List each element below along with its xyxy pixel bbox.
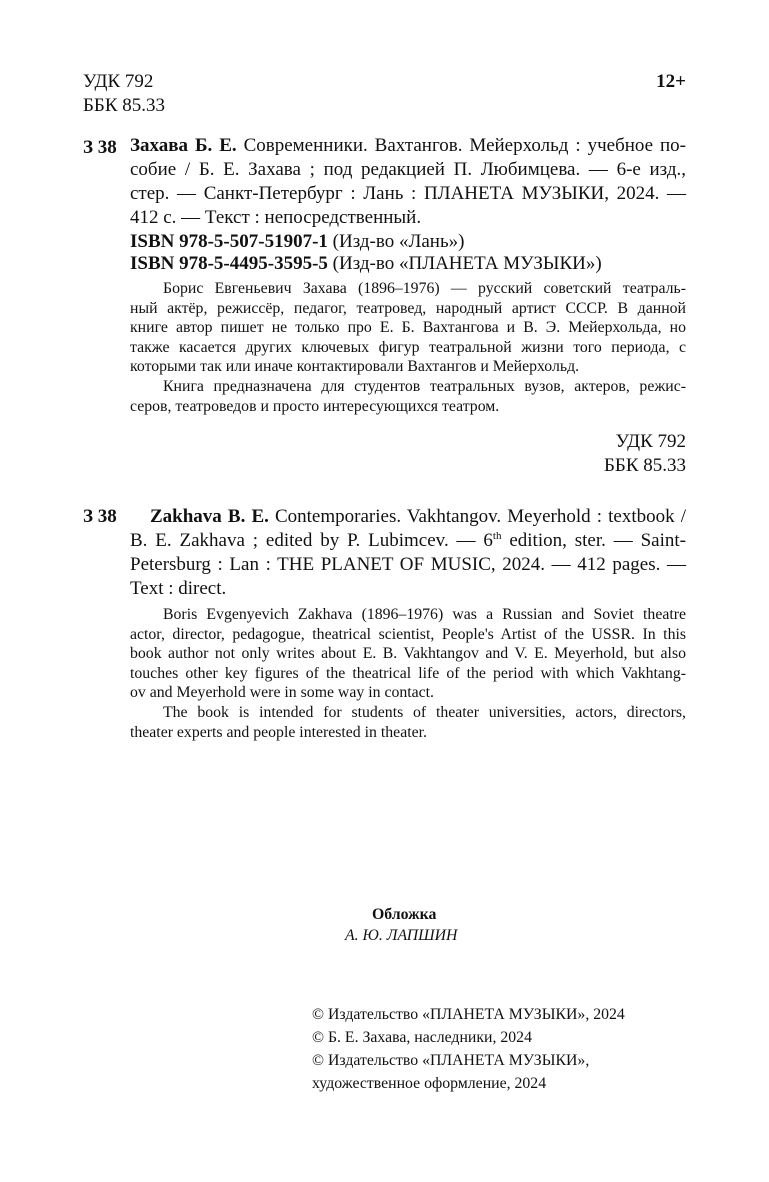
cover-label: Обложка <box>372 906 437 923</box>
bbk-code: ББК 85.33 <box>83 95 165 117</box>
ru-bibliographic-record <box>130 134 686 230</box>
ru-record-line: стер. — Санкт-Петербург : Лань : ПЛАНЕТА МУЗЫКИ, 2024. — <box>130 183 686 204</box>
cover-artist: А. Ю. ЛАПШИН <box>345 927 458 944</box>
isbn-lan: ISBN 978-5-507-51907-1 (Изд-во «Лань») <box>130 231 465 252</box>
en-author: Zakhava B. E. <box>150 506 269 527</box>
ru-record-line: Современники. Вахтангов. Мейерхольд : учебное по- <box>236 135 686 156</box>
isbn-block <box>130 231 602 275</box>
age-rating: 12+ <box>656 71 686 92</box>
ru-abstract: Борис Евгеньевич Захава (1896–1976) — русский советский театраль- ный актёр, режиссёр, педагог, театровед, народный артист СССР. В данной книге автор пишет не только про Е. Б. Вахтангова и В. Э. Мейерхольда, но также касается других ключевых фигур театральной жизни того периода, с которыми так или иначе контактировали Вахтангов и Мейерхольд. Книга предназначена для студентов театральных вузов, актеров, режис- серов, театроведов и просто интересующихся театром. <box>130 280 686 415</box>
ru-record-line: 412 с. — Текст : непосредственный. <box>130 207 422 228</box>
header-classification <box>83 70 165 119</box>
en-catalog-code: З 38 <box>83 506 117 527</box>
copyright-block: © Издательство «ПЛАНЕТА МУЗЫКИ», 2024 © Б. Е. Захава, наследники, 2024 © Издательство «ПЛАНЕТА МУЗЫКИ», художественное оформление, 2024 <box>312 1006 625 1092</box>
udk-code: УДК 792 <box>83 71 154 92</box>
ru-classification: УДК 792 ББК 85.33 <box>604 431 686 477</box>
isbn-planet: ISBN 978-5-4495-3595-5 (Изд-во «ПЛАНЕТА МУЗЫКИ») <box>130 253 602 274</box>
ru-catalog-code: З 38 <box>83 137 117 158</box>
en-bibliographic-record: Zakhava B. E. Contemporaries. Vakhtangov. Meyerhold : textbook / B. E. Zakhava ; edited by P. Lubimcev. — 6th edition, ster. — Saint- Petersburg : Lan : THE PLANET OF MUSIC, 2024. — 412 pages. — Text : direct. <box>130 506 686 599</box>
ru-record-line: собие / Б. Е. Захава ; под редакцией П. Любимцева. — 6-е изд., <box>130 159 686 180</box>
ru-author: Захава Б. Е. <box>130 135 237 156</box>
en-abstract: Boris Evgenyevich Zakhava (1896–1976) was a Russian and Soviet theatre actor, director, pedagogue, theatrical scientist, People's Artist of the USSR. In this book author not only writes about E. B. Vakhtangov and V. E. Meyerhold, but also touches other key figures of the theatrical life of the period with which Vakhtang- ov and Meyerhold were in some way in contact. The book is intended for students of theater universities, actors, directors, theater experts and people interested in theater. <box>130 606 686 741</box>
